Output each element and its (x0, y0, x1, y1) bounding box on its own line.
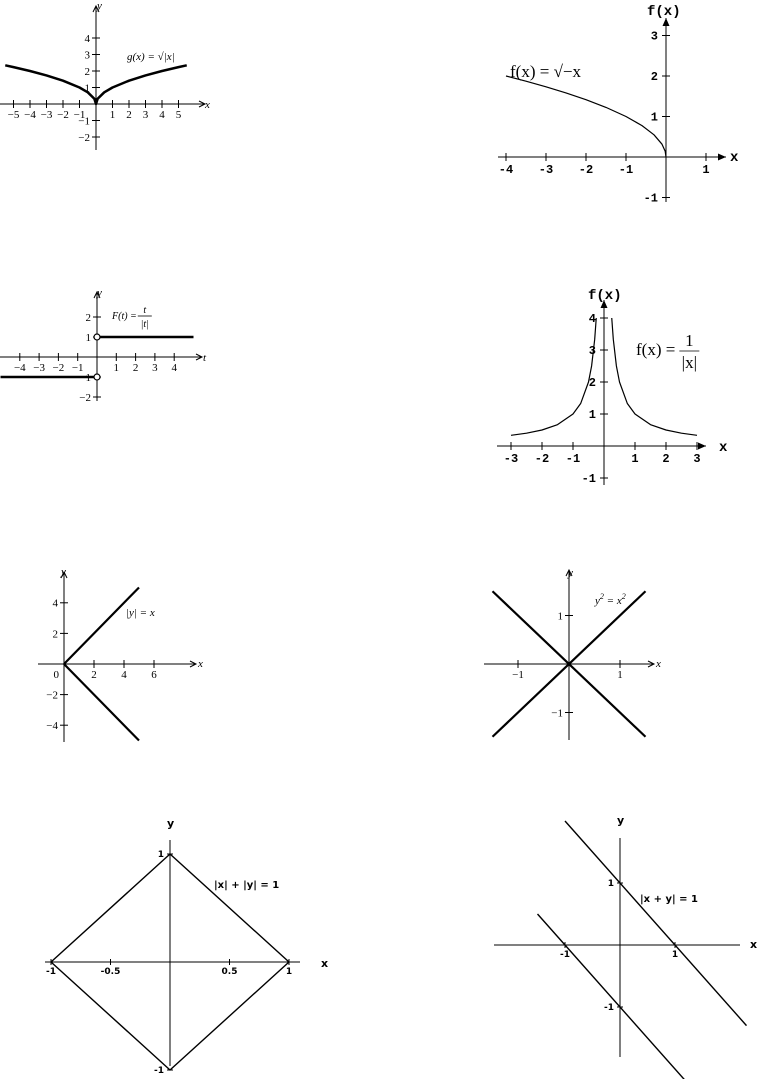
x-axis-label: x (730, 150, 739, 166)
x-tick-label: 1 (631, 452, 639, 466)
equation-label: |y| = x (126, 607, 155, 619)
y-tick-label: −1 (79, 371, 91, 384)
x-tick-label: 1 (109, 109, 116, 121)
y-tick-label: −1 (78, 115, 90, 128)
graph-7 (45, 817, 328, 1076)
y-axis-label: y (61, 566, 66, 578)
x-axis-label: x (719, 440, 728, 456)
x-tick-label: 4 (171, 362, 177, 374)
y-tick-label: -1 (604, 1003, 614, 1014)
y-tick-label: 4 (588, 312, 596, 327)
y-tick-label: 2 (84, 65, 90, 78)
graph-8 (494, 814, 757, 1079)
y-tick-label: 1 (85, 331, 91, 344)
series-line-2 (64, 664, 139, 741)
x-axis-arrow-icon (718, 154, 726, 161)
series-line-1 (506, 76, 666, 157)
y-tick-label: −2 (79, 391, 91, 404)
equation-denominator: |t| (140, 319, 149, 330)
x-axis-label: x (321, 957, 329, 970)
x-tick-label: 4 (121, 669, 127, 681)
x-tick-label: −1 (73, 109, 86, 121)
x-tick-label: 3 (152, 362, 158, 374)
x-tick-label: 3 (693, 452, 701, 466)
y-tick-label: 4 (52, 597, 58, 610)
x-tick-label: 0.5 (221, 967, 238, 977)
series-line-2 (538, 914, 687, 1079)
x-tick-label: -3 (503, 452, 519, 466)
series-line-1 (565, 821, 747, 1026)
equation-label: $y^2 = x^2$ (595, 592, 626, 607)
equation-numerator: 1 (685, 331, 694, 350)
x-tick-label: −1 (71, 362, 84, 374)
x-tick-label: 2 (132, 362, 139, 374)
y-axis-label: y (97, 287, 102, 299)
equation-label: |x + y| = 1 (640, 894, 698, 905)
y-tick-label: −4 (46, 720, 58, 733)
equation-denominator: |x| (681, 353, 697, 372)
x-axis-arrow-icon (698, 443, 706, 450)
graph-3 (0, 287, 207, 404)
y-axis-label: y (568, 567, 573, 579)
equation-label: g(x) = √|x| (127, 51, 175, 63)
x-tick-label: -1 (618, 163, 634, 177)
y-tick-label: 2 (85, 311, 91, 324)
y-axis-label: y (167, 817, 175, 830)
y-tick-label: 3 (650, 29, 658, 44)
x-tick-label: 3 (142, 109, 149, 121)
x-axis-label: t (203, 352, 207, 364)
x-tick-label: −5 (7, 109, 20, 121)
y-tick-label: −2 (78, 131, 90, 144)
y-tick-label: 3 (84, 49, 90, 62)
x-tick-label: −4 (13, 362, 26, 374)
y-tick-label: 3 (588, 344, 596, 359)
y-tick-label: -1 (154, 1066, 164, 1077)
equation-numerator: t (143, 305, 147, 316)
y-tick-label: -1 (581, 472, 596, 487)
equation-label: |x| + |y| = 1 (214, 880, 280, 891)
equation-label: f(x) = √−x (510, 62, 581, 81)
x-axis-label: x (205, 99, 210, 111)
x-tick-label: −1 (512, 669, 524, 681)
y-tick-label: 2 (52, 628, 58, 641)
x-axis-label: x (656, 658, 661, 670)
x-tick-label: −3 (40, 109, 53, 121)
open-point (94, 374, 100, 380)
x-tick-label: -1 (560, 950, 570, 960)
y-tick-label: 1 (557, 610, 563, 623)
x-tick-label: 5 (175, 109, 182, 121)
y-tick-label: 1 (157, 850, 164, 861)
x-tick-label: 4 (159, 109, 165, 121)
graph-5 (38, 566, 203, 742)
x-tick-label: 1 (671, 950, 679, 960)
x-tick-label: −2 (52, 362, 65, 374)
graph-2 (498, 4, 739, 206)
series-line-1 (64, 588, 139, 665)
x-tick-label: 1 (285, 967, 293, 977)
y-axis-label: f(x) (588, 288, 622, 304)
y-tick-label: 2 (588, 376, 596, 391)
x-tick-label: -3 (538, 163, 554, 177)
y-tick-label: 4 (84, 32, 90, 45)
x-tick-label: -0.5 (100, 967, 121, 977)
y-tick-label: −1 (551, 707, 563, 720)
equation-label: F(t) = (112, 311, 137, 322)
x-tick-label: 6 (151, 669, 157, 681)
x-axis-label: x (750, 938, 758, 951)
y-tick-label: -1 (643, 191, 658, 206)
y-tick-label: −2 (46, 689, 58, 702)
x-tick-label: −4 (24, 109, 36, 121)
graph-6 (484, 567, 661, 740)
x-tick-label: -2 (578, 163, 594, 177)
y-axis-label: y (617, 814, 625, 827)
graph-1 (0, 0, 210, 150)
y-axis-label: f(x) (647, 4, 681, 20)
x-tick-label: -1 (565, 452, 581, 466)
x-tick-label: -1 (46, 967, 56, 977)
x-tick-label: -4 (498, 163, 514, 177)
x-tick-label: 1 (113, 362, 120, 374)
equation-label: f(x) = (636, 340, 676, 359)
origin-label: 0 (53, 669, 59, 681)
y-tick-label: 2 (650, 70, 658, 85)
y-tick-label: 1 (650, 110, 658, 125)
graph-4 (497, 288, 728, 486)
x-tick-label: -2 (534, 452, 550, 466)
x-tick-label: −2 (57, 109, 69, 121)
x-tick-label: 2 (662, 452, 670, 466)
x-tick-label: 2 (91, 669, 97, 681)
open-point (94, 334, 100, 340)
y-axis-label: y (97, 0, 102, 12)
x-axis-label: x (198, 658, 203, 670)
x-tick-label: 1 (702, 163, 710, 177)
y-tick-label: 1 (607, 879, 614, 890)
series-line-1 (511, 318, 596, 435)
x-tick-label: 2 (126, 109, 132, 121)
x-tick-label: 1 (617, 669, 623, 681)
x-tick-label: −3 (33, 362, 45, 374)
y-tick-label: 1 (588, 408, 596, 423)
y-tick-label: 1 (84, 82, 90, 95)
